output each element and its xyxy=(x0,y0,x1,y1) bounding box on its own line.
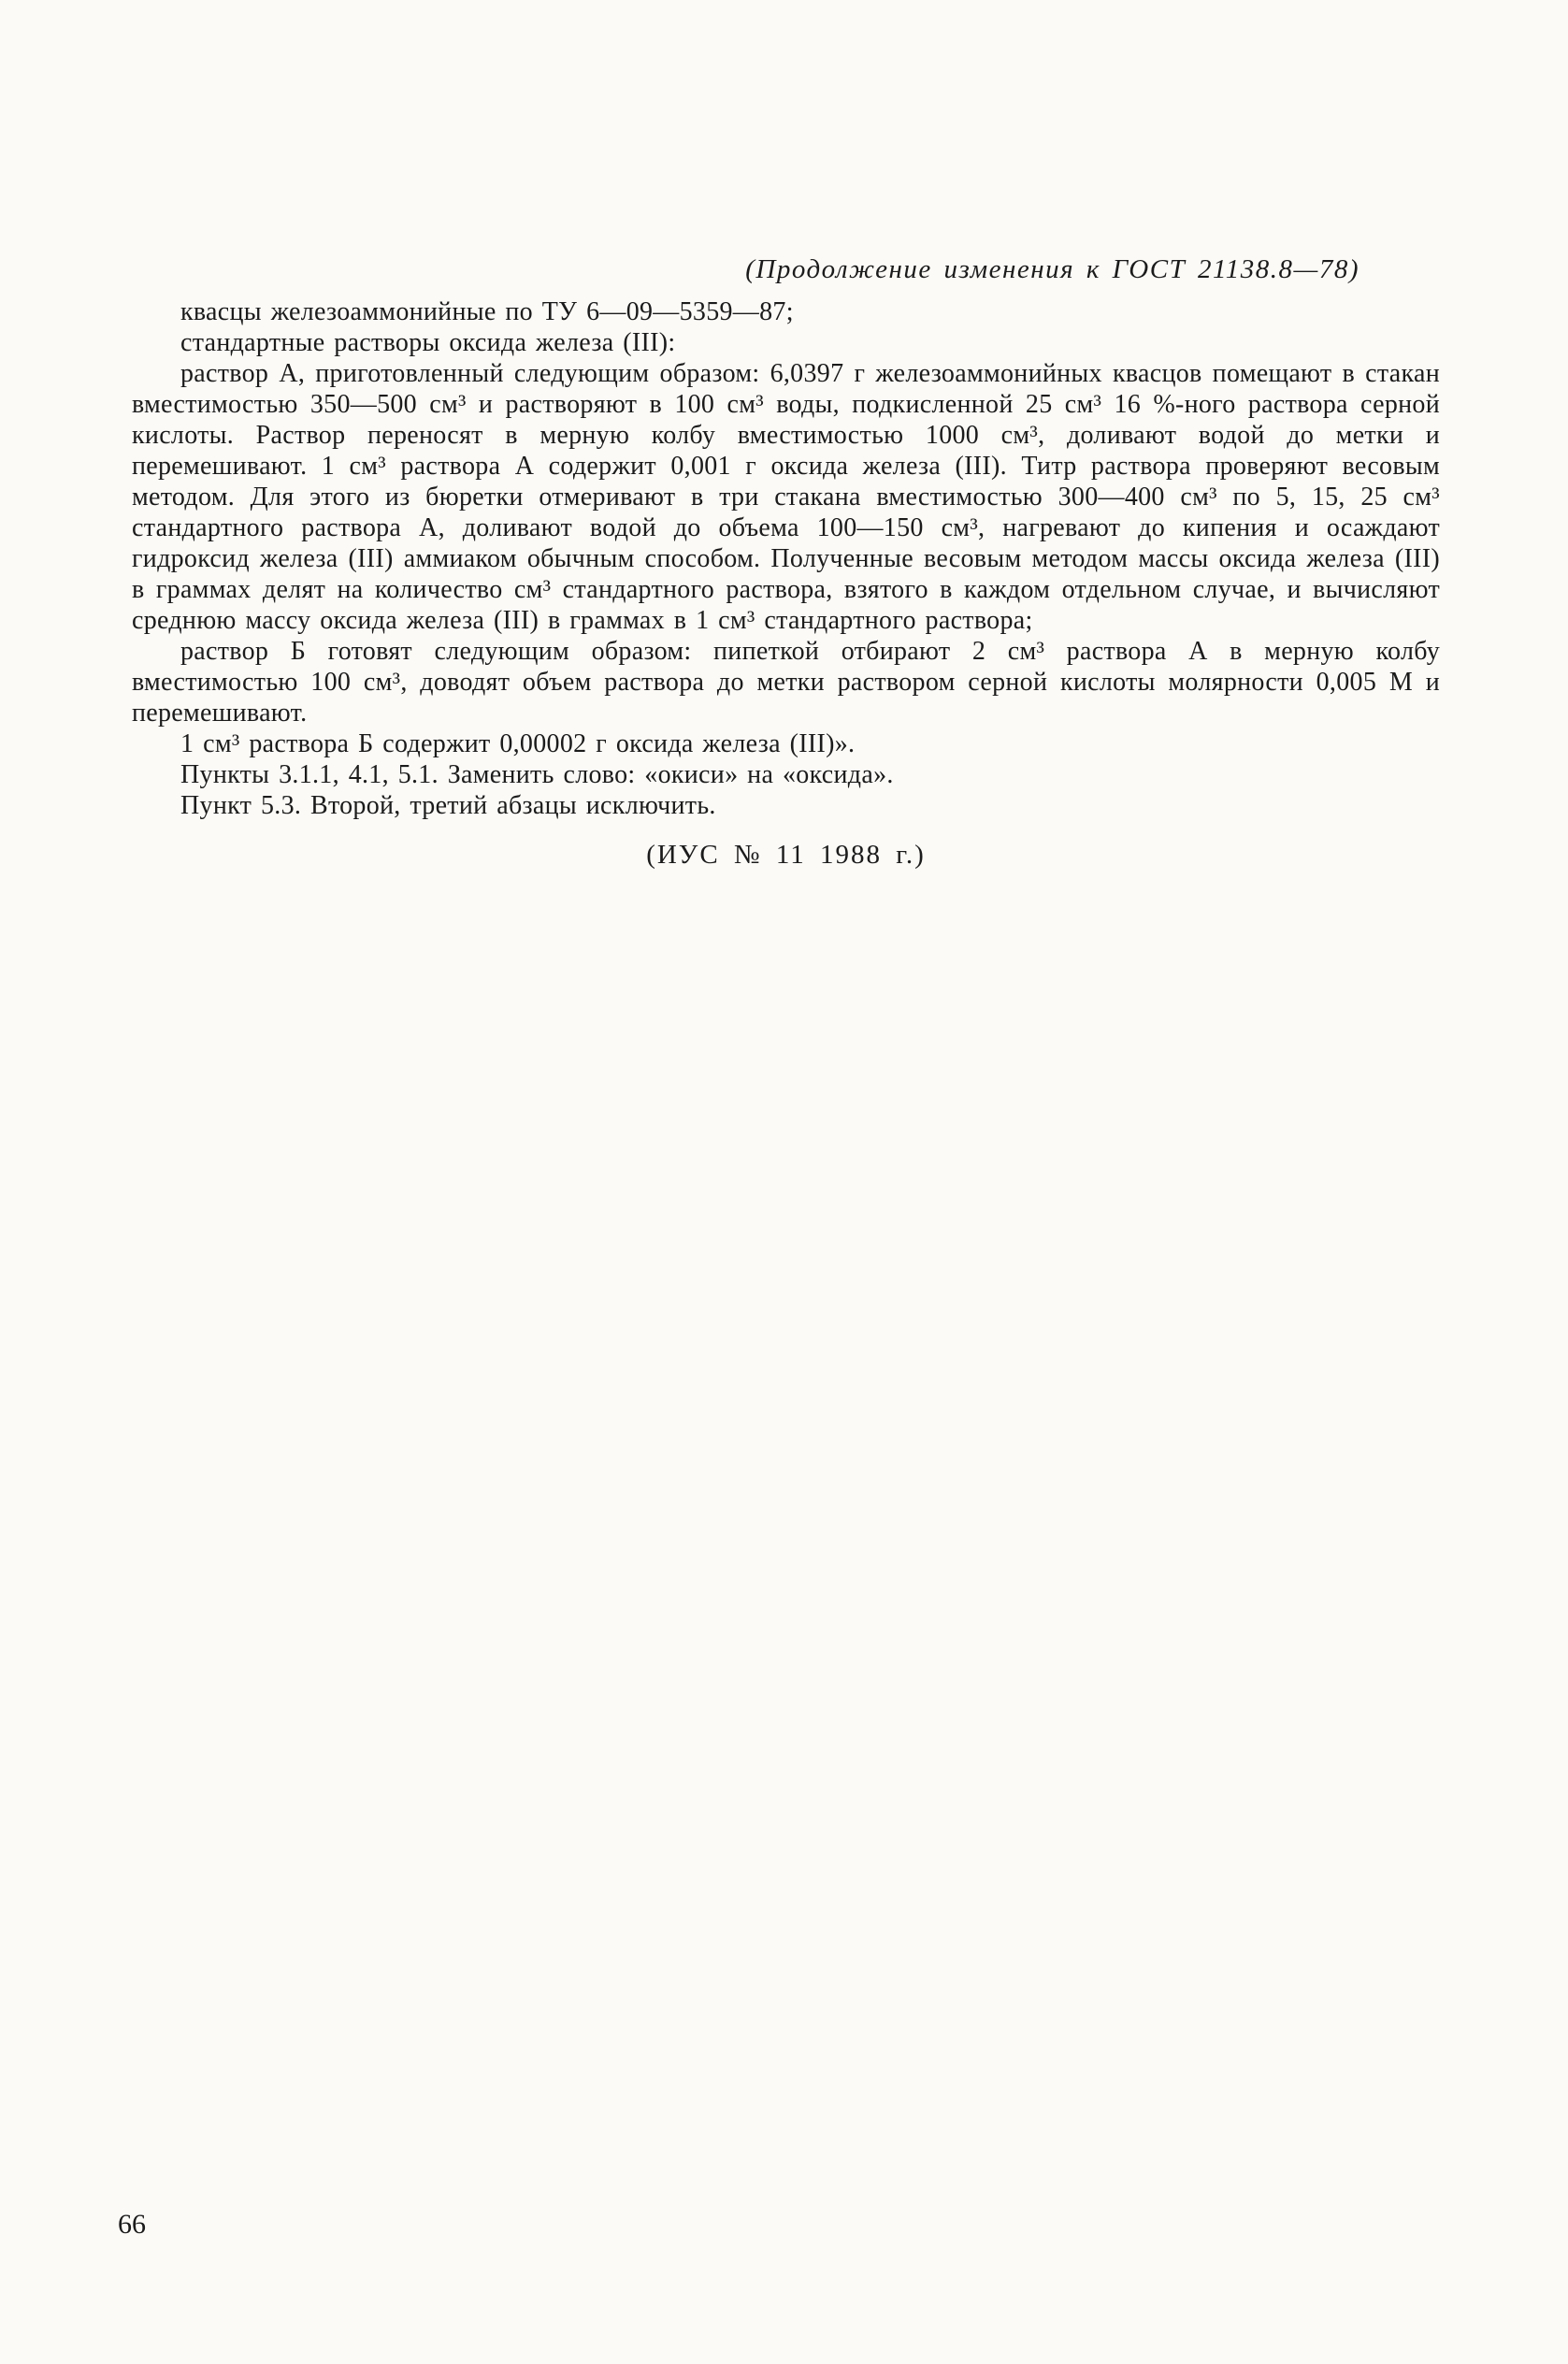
ius-issue-note: (ИУС № 11 1988 г.) xyxy=(646,840,926,870)
paragraph: раствор Б готовят следующим образом: пипеткой отбирают 2 см³ раствора А в мерную колбу вместимостью 100 см³, доводят объем раствора до метки раствором серной кислоты молярности 0,005 М и перемешивают. xyxy=(132,637,1440,728)
continuation-header-note: (Продолжение изменения к ГОСТ 21138.8—78) xyxy=(745,254,1359,284)
paragraph: 1 см³ раствора Б содержит 0,00002 г оксида железа (III)». xyxy=(180,729,856,758)
text-block xyxy=(132,254,1440,871)
paragraph: стандартные растворы оксида железа (III): xyxy=(180,328,676,357)
paragraph: квасцы железоаммонийные по ТУ 6—09—5359—87; xyxy=(180,297,794,326)
page-number: 66 xyxy=(118,2209,146,2240)
paragraph: Пункты 3.1.1, 4.1, 5.1. Заменить слово: «окиси» на «оксида». xyxy=(180,760,894,789)
paragraph: Пункт 5.3. Второй, третий абзацы исключить. xyxy=(180,791,716,820)
paragraph: раствор А, приготовленный следующим образом: 6,0397 г железоаммонийных квасцов помещают в стакан вместимостью 350—500 см³ и растворяют в 100 см³ воды, подкисленной 25 см³ 16 %-ного раствора серной кислоты. Раствор переносят в мерную колбу вместимостью 1000 см³, доливают водой до метки и перемешивают. 1 см³ раствора А содержит 0,001 г оксида железа (III). Титр раствора проверяют весовым методом. Для этого из бюретки отмеривают в три стакана вместимостью 300—400 см³ по 5, 15, 25 см³ стандартного раствора А, доливают водой до объема 100—150 см³, нагревают до кипения и осаждают гидроксид железа (III) аммиаком обычным способом. Полученные весовым методом массы оксида железа (III) в граммах делят на количество см³ стандартного раствора, взятого в каждом отдельном случае, и вычисляют среднюю массу оксида железа (III) в граммах в 1 см³ стандартного раствора; xyxy=(132,359,1440,635)
